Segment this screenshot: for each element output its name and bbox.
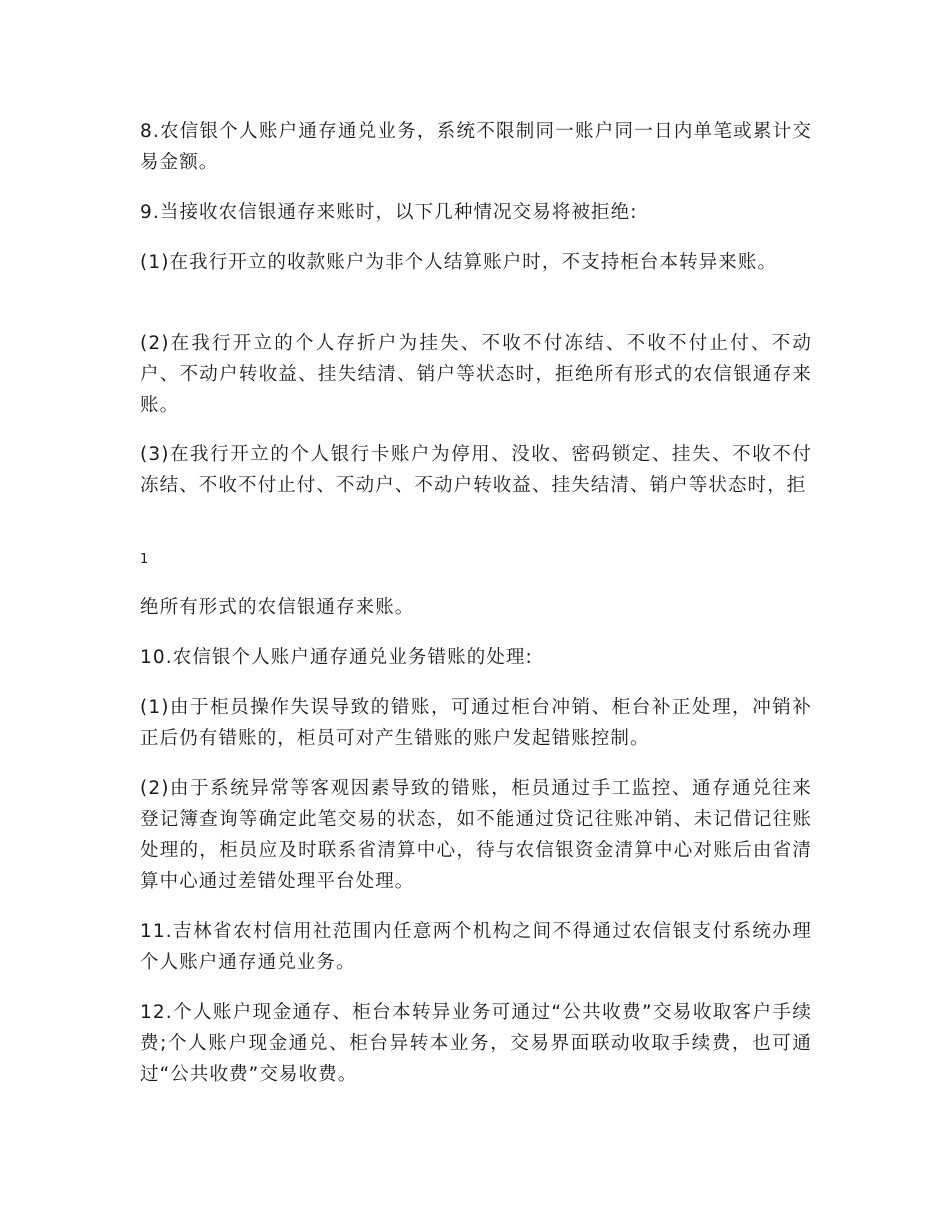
paragraph-item-10-1: (1)由于柜员操作失误导致的错账，可通过柜台冲销、柜台补正处理，冲销补正后仍有错账的，柜员可对产生错账的账户发起错账控制。 [140, 697, 812, 749]
paragraph-item-9-3: (3)在我行开立的个人银行卡账户为停用、没收、密码锁定、挂失、不收不付冻结、不收不付止付、不动户、不动户转收益、挂失结清、销户等状态时，拒 [140, 444, 812, 496]
paragraph-item-11: 11.吉林省农村信用社范围内任意两个机构之间不得通过农信银支付系统办理个人账户通存通兑业务。 [140, 921, 812, 973]
page-number: 1 [140, 552, 149, 567]
paragraph-item-9-2: (2)在我行开立的个人存折户为挂失、不收不付冻结、不收不付止付、不动户、不动户转收益、挂失结清、销户等状态时，拒绝所有形式的农信银通存来账。 [140, 333, 812, 416]
paragraph-item-10: 10.农信银个人账户通存通兑业务错账的处理: [140, 647, 533, 668]
paragraph-item-9-1: (1)在我行开立的收款账户为非个人结算账户时，不支持柜台本转异来账。 [140, 252, 778, 273]
paragraph-item-9-3-continued: 绝所有形式的农信银通存来账。 [140, 597, 415, 618]
paragraph-item-8: 8.农信银个人账户通存通兑业务，系统不限制同一账户同一日内单笔或累计交易金额。 [140, 121, 812, 173]
paragraph-item-12: 12.个人账户现金通存、柜台本转异业务可通过“公共收费”交易收取客户手续费;个人账户现金通兑、柜台异转本业务，交易界面联动收取手续费，也可通过“公共收费”交易收费。 [140, 1002, 812, 1085]
paragraph-item-10-2: (2)由于系统异常等客观因素导致的错账，柜员通过手工监控、通存通兑往来登记簿查询等确定此笔交易的状态，如不能通过贷记往账冲销、未记借记往账处理的，柜员应及时联系省清算中心，待与农信银资金清算中心对账后由省清算中心通过差错处理平台处理。 [140, 778, 812, 892]
paragraph-item-9: 9.当接收农信银通存来账时，以下几种情况交易将被拒绝: [140, 202, 638, 223]
